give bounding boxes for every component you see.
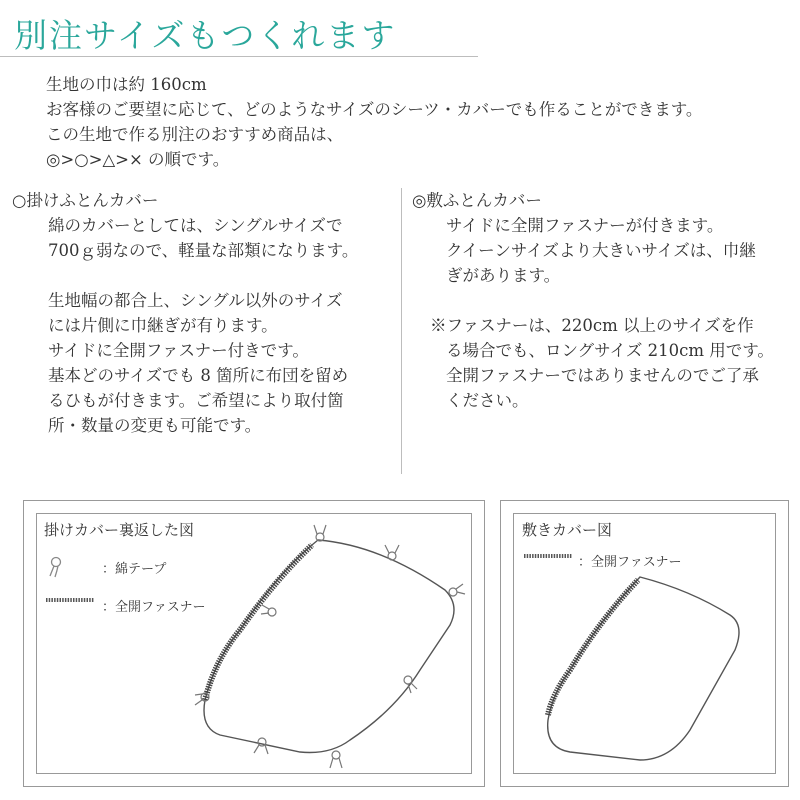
note-line: ください。 — [446, 391, 529, 410]
section-line: 生地幅の都合上、シングル以外のサイズ — [48, 291, 343, 310]
page-title: 別注サイズもつくれます — [14, 16, 397, 55]
zipper-legend-label: ：全開ファスナー — [102, 600, 206, 615]
intro-line: お客様のご要望に応じて、どのようなサイズのシーツ・カバーでも作ることができます。 — [46, 100, 703, 119]
section-line: 所・数量の変更も可能です。 — [48, 416, 262, 435]
section-line: には片側に巾継ぎが有ります。 — [48, 316, 278, 335]
note-line: 全開ファスナーではありませんのでご了承 — [446, 366, 759, 385]
section-line: ぎがあります。 — [446, 266, 561, 285]
comforter-cover-heading: ○掛けふとんカバー — [12, 191, 159, 210]
section-line: 700ｇ弱なので、軽量な部類になります。 — [48, 241, 359, 260]
mattress-diagram-title: 敷きカバー図 — [522, 521, 613, 539]
cotton-tape-legend-label: ：綿テープ — [102, 562, 167, 577]
section-line: 基本どのサイズでも 8 箇所に布団を留め — [48, 366, 349, 385]
intro-line: ◎>○>△>× の順です。 — [46, 150, 230, 169]
section-line: サイドに全開ファスナー付きです。 — [48, 341, 309, 360]
section-line: るひもが付きます。ご希望により取付箇 — [48, 391, 344, 410]
mattress-cover-heading: ◎敷ふとんカバー — [412, 191, 542, 210]
note-line: ※ファスナーは、220cm 以上のサイズを作 — [430, 316, 754, 335]
mattress-outline — [548, 577, 739, 760]
intro-line: 生地の巾は約 160cm — [46, 75, 207, 94]
intro-line: この生地で作る別注のおすすめ商品は、 — [46, 125, 344, 144]
comforter-diagram-title: 掛けカバー裏返した図 — [44, 521, 195, 539]
note-line: る場合でも、ロングサイズ 210cm 用です。 — [446, 341, 774, 360]
section-line: クイーンサイズより大きいサイズは、巾継 — [446, 241, 756, 260]
section-line: サイドに全開ファスナーが付きます。 — [446, 216, 724, 235]
zipper-legend-label: ：全開ファスナー — [578, 555, 682, 570]
section-line: 綿のカバーとしては、シングルサイズで — [48, 216, 343, 235]
